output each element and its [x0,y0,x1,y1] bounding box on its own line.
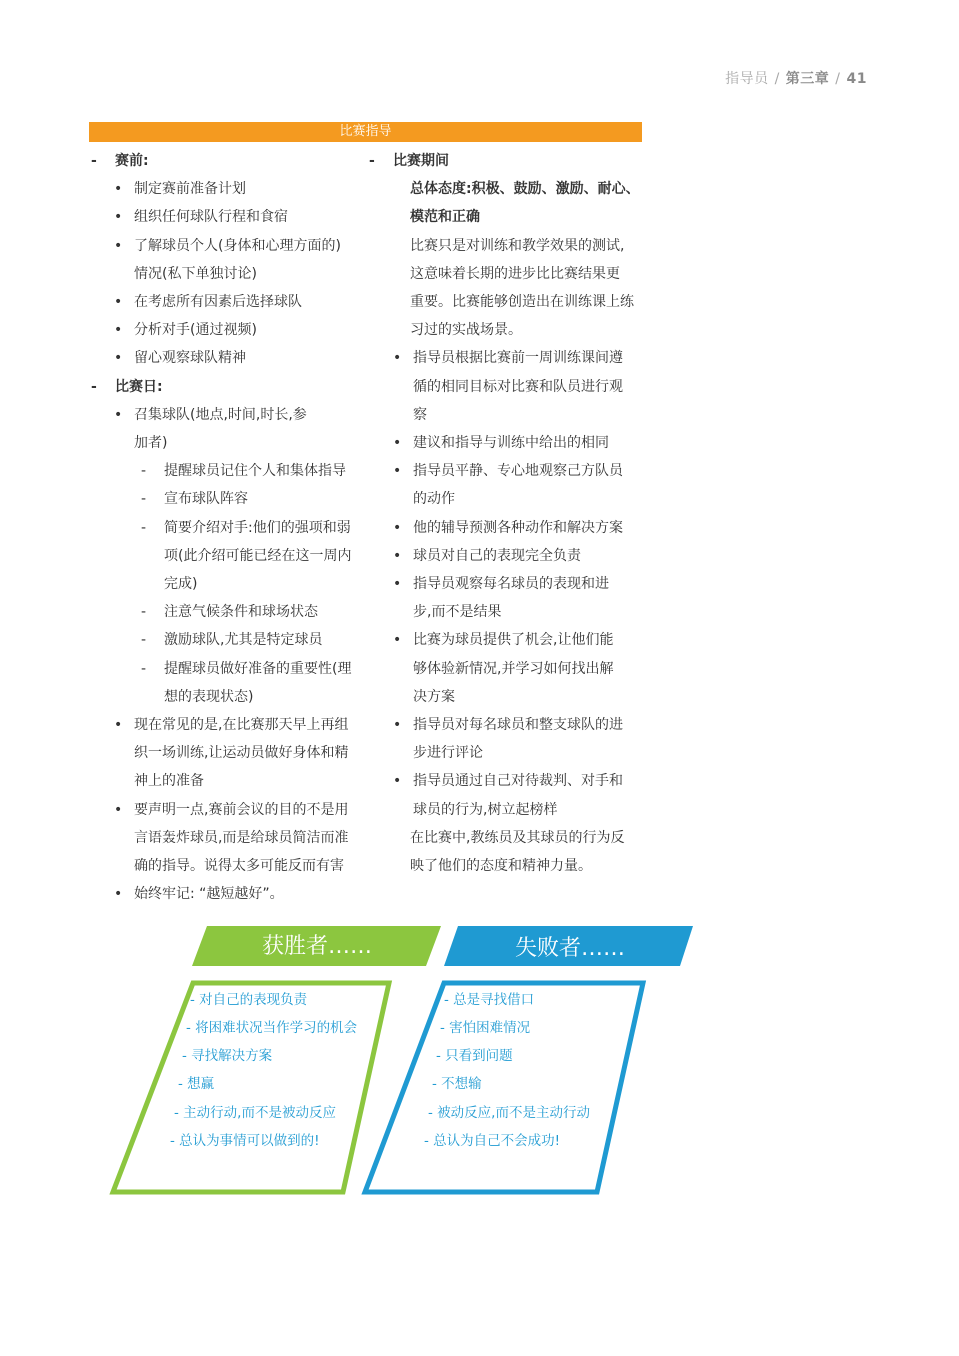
list-item: • 制定赛前准备计划 [114,181,246,198]
closing-line: 在比赛中,教练员及其球员的行为反 [410,829,625,846]
closing-line: 映了他们的态度和精神力量。 [410,858,592,875]
header-chapter: 第三章 [785,71,830,87]
list-item: • 建议和指导与训练中给出的相同 [393,435,609,452]
losers-title: 失败者…… [515,936,626,961]
list-item: • 指导员通过自己对待裁判、对手和 [393,773,623,790]
list-item-cont: 够体验新情况,并学习如何找出解 [413,660,614,677]
sub-item: - 激励球队,尤其是特定球员 [141,632,323,649]
list-item: • 现在常见的是,在比赛那天早上再组 [114,717,349,734]
page-number: 41 [846,71,867,87]
list-item-cont: 确的指导。说得太多可能反而有害 [134,858,344,875]
list-item: • 召集球队(地点,时间,时长,参 [114,406,307,423]
winners-item: - 对自己的表现负责 [190,992,308,1008]
intro-line: 比赛只是对训练和教学效果的测试, [410,237,625,254]
list-item-cont: 循的相同目标对比赛和队员进行观 [413,378,623,395]
attitude-line: 总体态度:积极、鼓励、激励、耐心、 [410,181,640,198]
list-item: • 要声明一点,赛前会议的目的不是用 [114,801,349,818]
losers-item: - 被动反应,而不是主动行动 [428,1105,590,1121]
winners-item: - 主动行动,而不是被动反应 [174,1105,336,1121]
losers-item: - 总是寻找借口 [444,992,535,1008]
list-item: • 留心观察球队精神 [114,350,246,367]
losers-box [365,983,643,1192]
list-item-cont: 情况(私下单独讨论) [134,265,257,282]
list-item: • 分析对手(通过视频) [114,322,257,339]
sub-item: - 宣布球队阵容 [141,491,248,508]
list-item: • 球员对自己的表现完全负责 [393,547,581,564]
sub-item-cont: 完成) [164,576,198,593]
sub-item-cont: 想的表现状态) [164,688,254,705]
list-item-cont: 步进行评论 [413,745,483,762]
list-item: • 了解球员个人(身体和心理方面的) [114,237,341,254]
header-sep-2: / [835,71,841,87]
list-item: • 组织任何球队行程和食宿 [114,209,288,226]
winners-item: - 寻找解决方案 [182,1048,273,1064]
list-item: • 指导员平静、专心地观察己方队员 [393,463,623,480]
header-guide: 指导员 [725,71,769,87]
losers-item: - 只看到问题 [436,1048,513,1064]
list-item-cont: 神上的准备 [134,773,204,790]
sub-item: - 注意气候条件和球场状态 [141,604,318,621]
losers-item: - 不想输 [432,1076,482,1092]
during-match-heading: - 比赛期间 [369,153,449,169]
list-item: • 指导员根据比赛前一周训练课间遵 [393,350,623,367]
pre-match-heading: - 赛前: [91,153,149,169]
intro-line: 这意味着长期的进步比比赛结果更 [410,265,620,282]
attitude-line: 模范和正确 [410,209,480,226]
sub-item: - 简要介绍对手:他们的强项和弱 [141,519,351,536]
section-banner: 比赛指导 [89,122,642,142]
list-item: • 指导员对每名球员和整支球队的进 [393,717,623,734]
list-item-cont: 步,而不是结果 [413,604,502,621]
sub-item: - 提醒球员记住个人和集体指导 [141,463,346,480]
winners-box [113,983,389,1192]
header-sep-1: / [774,71,780,87]
list-item-cont: 的动作 [413,491,455,508]
list-item-cont: 察 [413,406,427,423]
losers-item: - 总认为自己不会成功! [424,1133,561,1149]
list-item: • 在考虑所有因素后选择球队 [114,294,302,311]
match-day-heading: - 比赛日: [91,378,163,395]
list-item: • 他的辅导预测各种动作和解决方案 [393,519,623,536]
list-item-cont: 加者) [134,435,168,452]
winners-item: - 想赢 [178,1076,215,1092]
intro-line: 重要。比赛能够创造出在训练课上练 [410,294,634,311]
list-item-cont: 织一场训练,让运动员做好身体和精 [134,745,349,762]
list-item-cont: 决方案 [413,688,455,705]
sub-item: - 提醒球员做好准备的重要性(理 [141,660,352,677]
winners-item: - 将困难状况当作学习的机会 [186,1020,358,1036]
sub-item-cont: 项(此介绍可能已经在这一周内 [164,547,352,564]
winners-title: 获胜者…… [262,934,373,959]
list-item-cont: 球员的行为,树立起榜样 [413,801,558,818]
list-item-cont: 言语轰炸球员,而是给球员简洁而准 [134,829,349,846]
intro-line: 习过的实战场景。 [410,322,522,339]
list-item: • 始终牢记: “越短越好”。 [114,886,284,903]
list-item: • 指导员观察每名球员的表现和进 [393,576,609,593]
losers-item: - 害怕困难情况 [440,1020,531,1036]
winners-item: - 总认为事情可以做到的! [170,1133,320,1149]
list-item: • 比赛为球员提供了机会,让他们能 [393,632,614,649]
